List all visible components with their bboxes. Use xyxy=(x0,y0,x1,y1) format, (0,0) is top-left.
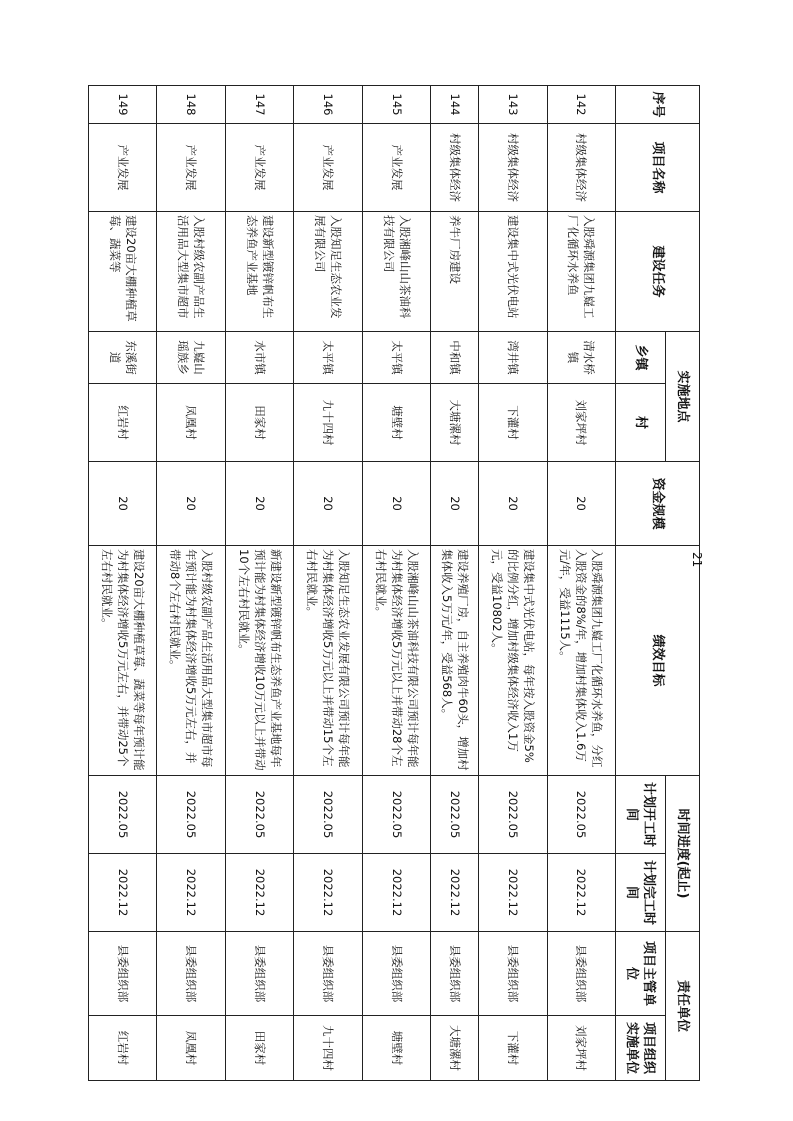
cell-name: 村级集体经济 xyxy=(431,124,479,212)
table-row xyxy=(225,86,293,1081)
cell-target: 建设20亩大棚种植草莓、蔬菜等每年预计能为村集体经济增收5万元左右，并带动25个左右村民就业。 xyxy=(89,546,158,776)
cell-task: 建设20亩大棚种植草莓、蔬菜等 xyxy=(89,212,158,332)
cell-village: 大塘漯村 xyxy=(431,384,479,462)
cell-dept: 县委组织部 xyxy=(294,932,362,1016)
cell-dept: 县委组织部 xyxy=(431,932,479,1016)
cell-seq: 146 xyxy=(294,86,362,124)
cell-scale: 20 xyxy=(479,462,547,546)
cell-township: 清水桥镇 xyxy=(547,332,615,384)
cell-end: 2022.12 xyxy=(479,854,547,932)
cell-scale: 20 xyxy=(362,462,430,546)
rotated-page-content xyxy=(88,85,700,1075)
header-name: 项目名称 xyxy=(616,124,700,212)
cell-dept: 县委组织部 xyxy=(89,932,158,1016)
cell-target: 新建设新型镀锌帆布生态养鱼产业基地每年预计能为村集体经济增收10万元以上并带动10个左右村民就业。 xyxy=(225,546,293,776)
table-row xyxy=(294,86,362,1081)
cell-target: 入股湘峰山山茶油科技有限公司预计每年能为村集体经济增收5万元以上并带动28个左右村民就业。 xyxy=(362,546,430,776)
cell-start: 2022.05 xyxy=(225,776,293,854)
cell-org: 塘壁村 xyxy=(362,1016,430,1081)
header-dept: 项目主管单位 xyxy=(616,932,666,1016)
cell-end: 2022.12 xyxy=(547,854,615,932)
cell-start: 2022.05 xyxy=(294,776,362,854)
table-row xyxy=(431,86,479,1081)
header-end: 计划完工时间 xyxy=(616,854,666,932)
cell-target: 入股知足生态农业发展有限公司预计每年能为村集体经济增收5万元以上并带动15个左右村民就业。 xyxy=(294,546,362,776)
cell-name: 产业发展 xyxy=(89,124,158,212)
cell-task: 入股知足生态农业发展有限公司 xyxy=(294,212,362,332)
cell-org: 红岩村 xyxy=(89,1016,158,1081)
cell-start: 2022.05 xyxy=(89,776,158,854)
cell-org: 刘家坪村 xyxy=(547,1016,615,1081)
header-task: 建设任务 xyxy=(616,212,700,332)
cell-task: 建设新型镀锌帆布生态养鱼产业基地 xyxy=(225,212,293,332)
cell-end: 2022.12 xyxy=(431,854,479,932)
cell-township: 太平镇 xyxy=(362,332,430,384)
page-number: 21 xyxy=(690,552,704,568)
cell-org: 凤凰村 xyxy=(157,1016,225,1081)
cell-seq: 149 xyxy=(89,86,158,124)
cell-village: 塘壁村 xyxy=(362,384,430,462)
cell-end: 2022.12 xyxy=(362,854,430,932)
cell-seq: 145 xyxy=(362,86,430,124)
cell-township: 九嶷山瑶族乡 xyxy=(157,332,225,384)
cell-scale: 20 xyxy=(431,462,479,546)
cell-target: 入股舜源集团九嶷工厂化循环水养鱼，分红入股资金的8%/年，增加村集体收入1.6万元/年，受益1115人。 xyxy=(547,546,615,776)
cell-end: 2022.12 xyxy=(89,854,158,932)
header-org: 项目组织实施单位 xyxy=(616,1016,666,1081)
cell-org: 九十四村 xyxy=(294,1016,362,1081)
cell-org: 大塘漯村 xyxy=(431,1016,479,1081)
cell-name: 产业发展 xyxy=(225,124,293,212)
table-row xyxy=(157,86,225,1081)
cell-name: 产业发展 xyxy=(362,124,430,212)
cell-township: 湾井镇 xyxy=(479,332,547,384)
cell-start: 2022.05 xyxy=(362,776,430,854)
cell-seq: 147 xyxy=(225,86,293,124)
header-township: 乡镇 xyxy=(616,332,666,384)
cell-dept: 县委组织部 xyxy=(547,932,615,1016)
cell-township: 中和镇 xyxy=(431,332,479,384)
header-seq: 序号 xyxy=(616,86,700,124)
cell-scale: 20 xyxy=(157,462,225,546)
cell-name: 产业发展 xyxy=(294,124,362,212)
cell-dept: 县委组织部 xyxy=(362,932,430,1016)
header-start: 计划开工时间 xyxy=(616,776,666,854)
cell-start: 2022.05 xyxy=(479,776,547,854)
cell-target: 建设集中式光伏电站，每年按入股资金5%的比例分红，增加村级集体经济收入1万元，受益10802人。 xyxy=(479,546,547,776)
cell-seq: 148 xyxy=(157,86,225,124)
cell-org: 田家村 xyxy=(225,1016,293,1081)
cell-township: 东溪街道 xyxy=(89,332,158,384)
header-scale: 资金规模 xyxy=(616,462,700,546)
cell-start: 2022.05 xyxy=(547,776,615,854)
cell-org: 下灌村 xyxy=(479,1016,547,1081)
cell-seq: 144 xyxy=(431,86,479,124)
cell-start: 2022.05 xyxy=(431,776,479,854)
cell-end: 2022.12 xyxy=(225,854,293,932)
header-target: 绩效目标 xyxy=(616,546,700,776)
cell-township: 水市镇 xyxy=(225,332,293,384)
cell-scale: 20 xyxy=(547,462,615,546)
header-location: 实施地点 xyxy=(666,332,700,462)
cell-seq: 142 xyxy=(547,86,615,124)
cell-scale: 20 xyxy=(294,462,362,546)
cell-dept: 县委组织部 xyxy=(479,932,547,1016)
cell-task: 入股舜源集团九嶷工厂化循环水养鱼 xyxy=(547,212,615,332)
table-row xyxy=(547,86,615,1081)
cell-name: 村级集体经济 xyxy=(547,124,615,212)
table-row xyxy=(89,86,158,1081)
cell-task: 建设集中式光伏电站 xyxy=(479,212,547,332)
cell-village: 田家村 xyxy=(225,384,293,462)
cell-name: 产业发展 xyxy=(157,124,225,212)
cell-village: 凤凰村 xyxy=(157,384,225,462)
cell-village: 下灌村 xyxy=(479,384,547,462)
header-progress: 时间进度(起止) xyxy=(666,776,700,932)
cell-seq: 143 xyxy=(479,86,547,124)
cell-name: 村级集体经济 xyxy=(479,124,547,212)
cell-scale: 20 xyxy=(89,462,158,546)
cell-township: 太平镇 xyxy=(294,332,362,384)
cell-dept: 县委组织部 xyxy=(225,932,293,1016)
cell-task: 养牛厂房建设 xyxy=(431,212,479,332)
cell-task: 入股村级农副产品生活用品大型集市超市 xyxy=(157,212,225,332)
cell-task: 入股湘峰山山茶油科技有限公司 xyxy=(362,212,430,332)
header-responsible: 责任单位 xyxy=(666,932,700,1081)
cell-village: 刘家坪村 xyxy=(547,384,615,462)
cell-scale: 20 xyxy=(225,462,293,546)
cell-end: 2022.12 xyxy=(157,854,225,932)
header-village: 村 xyxy=(616,384,666,462)
project-table xyxy=(88,85,700,1081)
cell-start: 2022.05 xyxy=(157,776,225,854)
cell-dept: 县委组织部 xyxy=(157,932,225,1016)
table-row xyxy=(362,86,430,1081)
cell-target: 入股村级农副产品生活用品大型集市超市每年预计能为村集体经济增收5万元左右，并带动8个左右村民就业。 xyxy=(157,546,225,776)
cell-end: 2022.12 xyxy=(294,854,362,932)
cell-target: 建设养殖厂房，自主养殖肉牛60头，增加村集体收入5万元/年，受益568人。 xyxy=(431,546,479,776)
cell-village: 红岩村 xyxy=(89,384,158,462)
cell-village: 九十四村 xyxy=(294,384,362,462)
table-row xyxy=(479,86,547,1081)
